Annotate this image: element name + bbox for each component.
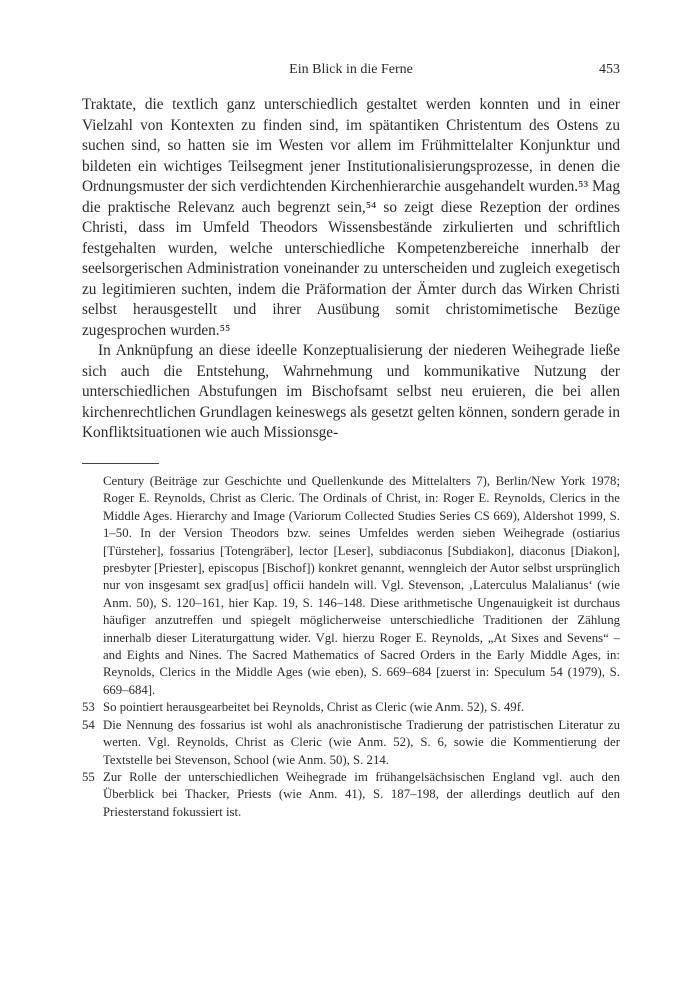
footnote-text: Century (Beiträge zur Geschichte und Quellenkunde des Mittelalters 7), Berlin/New York 1978; Roger E. Reynolds, Christ as Cleric. The Ordinals of Christ, in: Roger E. Reynolds, Clerics in the Middle Ages. Hierarchy and Image (Variorum Collected Studies Series CS 669), Aldershot 1999, S. 1–50. In der Version Theodors bzw. seines Umfeldes werden sieben Weihegrade (ostiarius [Türsteher], fossarius [Totengräber], lector [Leser], subdiaconus [Subdiakon], diaconus [Diakon], presbyter [Priester], episcopus [Bischof]) konkret genannt, wenngleich der Autor selbst ursprünglich nur von insgesamt sex grad[us] officii handeln will. Vgl. Stevenson, ‚Laterculus Malalianus‘ (wie Anm. 50), S. 120–161, hier Kap. 19, S. 146–148. Diese arithmetische Ungenauigkeit ist durchaus häufiger anzutreffen und spiegelt möglicherweise unterschiedliche Traditionen der Zählung innerhalb dieser Literaturgattung wider. Vgl. hierzu Roger E. Reynolds, „At Sixes and Sevens“ – and Eights and Nines. The Sacred Mathematics of Sacred Orders in the Early Middle Ages, in: Reynolds, Clerics in the Middle Ages (wie eben), S. 669–684 [zuerst in: Speculum 54 (1979), S. 669–684]. bbox=[103, 474, 620, 697]
footnote-number: 55 bbox=[82, 769, 95, 784]
footnote-text: Die Nennung des fossarius ist wohl als anachronistische Tradierung der patristischen Literatur zu werten. Vgl. Reynolds, Christ as Cleric (wie Anm. 52), S. 6, sowie die Kommentierung der Textstelle bei Stevenson, School (wie Anm. 50), S. 214. bbox=[103, 717, 620, 767]
footnote bbox=[82, 699, 620, 716]
footnote-number: 54 bbox=[82, 717, 95, 732]
footnote bbox=[82, 717, 620, 769]
running-head bbox=[82, 62, 620, 82]
footnote-text: So pointiert herausgearbeitet bei Reynolds, Christ as Cleric (wie Anm. 52), S. 49f. bbox=[103, 700, 525, 715]
footnote-number: 53 bbox=[82, 700, 95, 715]
page-number: 453 bbox=[599, 62, 620, 77]
paragraph: Traktate, die textlich ganz unterschiedlich gestaltet werden konnten und in einer Vielzahl von Kontexten zu finden sind, im spätantiken Christentum des Ostens zu suchen sind, so hatten sie im Westen vor allem im Frühmittelalter Konjunktur und bildeten ein wichtiges Teilsegment jener Institutionalisierungsprozesse, in denen die Ordnungsmuster der sich verdichtenden Kirchenhierarchie ausgehandelt wurden.⁵³ Mag die praktische Relevanz auch begrenzt sein,⁵⁴ so zeigt diese Rezeption der ordines Christi, dass im Umfeld Theodors Wissensbestände zirkulierten und schriftlich festgehalten wurden, welche unterschiedliche Kompetenzbereiche innerhalb der seelsorgerischen Administration voneinander zu unterscheiden und zugleich exegetisch zu legitimieren suchten, indem die Präformation der Ämter durch das Wirken Christi selbst herausgestellt und ihrer Ausübung somit christomimetische Bezüge zugesprochen wurden.⁵⁵ bbox=[82, 96, 620, 339]
footnote-divider bbox=[82, 463, 159, 464]
paragraph: In Anknüpfung an diese ideelle Konzeptualisierung der niederen Weihegrade ließe sich auch die Entstehung, Wahrnehmung und kommunikative Nutzung der unterschiedlichen Abstufungen im Bischofsamt selbst neu eruieren, die bei allen kirchenrechtlichen Grundlagen keineswegs als gesetzt gelten können, sondern gerade in Konfliktsituationen wie auch Missionsge- bbox=[82, 342, 620, 441]
main-text bbox=[82, 95, 620, 444]
footnote-continuation bbox=[82, 473, 620, 699]
running-title: Ein Blick in die Ferne bbox=[289, 62, 413, 77]
footnotes bbox=[82, 473, 620, 821]
footnote bbox=[82, 769, 620, 821]
footnote-text: Zur Rolle der unterschiedlichen Weihegrade im frühangelsächsischen England vgl. auch den Überblick bei Thacker, Priests (wie Anm. 41), S. 187–198, der allerdings deutlich auf den Priesterstand fokussiert ist. bbox=[103, 769, 620, 819]
